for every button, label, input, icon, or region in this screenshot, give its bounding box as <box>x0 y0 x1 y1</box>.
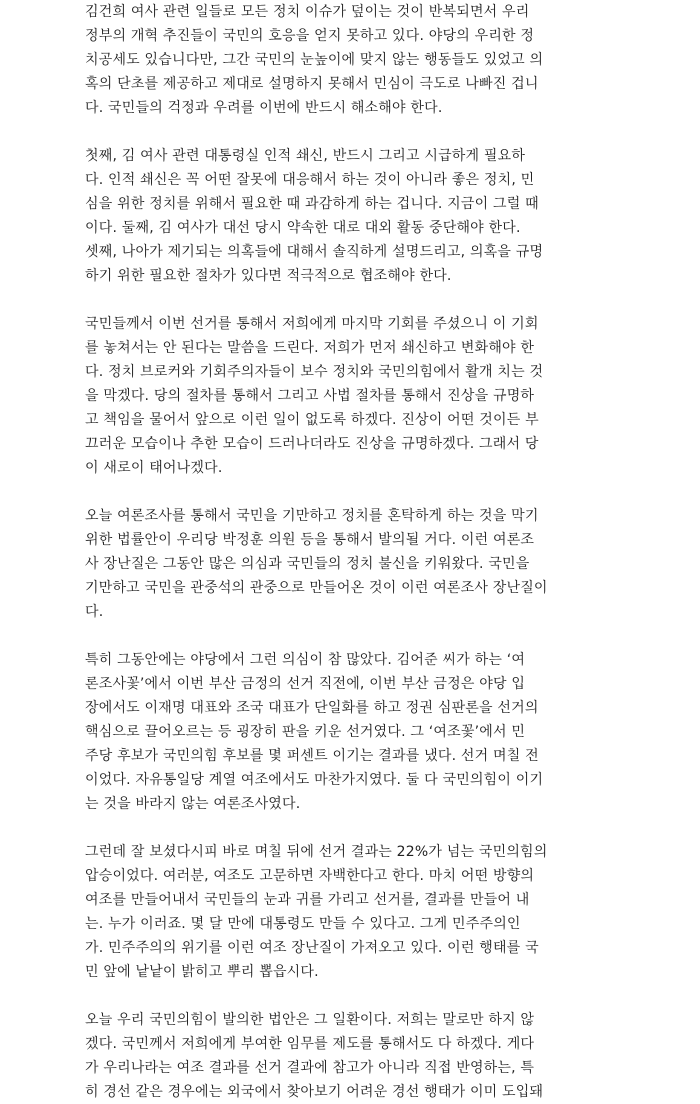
paragraph-gap <box>85 480 615 504</box>
text-line: 위한 법률안이 우리당 박정훈 의원 등을 통해서 발의될 거다. 이런 여론조 <box>85 532 535 548</box>
paragraph-gap <box>85 816 615 840</box>
text-line: 첫째, 김 여사 관련 대통령실 인적 쇄신, 반드시 그리고 시급하게 필요하 <box>85 148 526 164</box>
text-line: 특히 그동안에는 야당에서 그런 의심이 참 많았다. 김어준 씨가 하는 ‘여 <box>85 652 526 668</box>
text-line: 히 경선 같은 경우에는 외국에서 찾아보기 어려운 경선 행태가 이미 도입돼 <box>85 1084 544 1100</box>
paragraph <box>85 312 615 480</box>
text-line: 하기 위한 필요한 절차가 있다면 적극적으로 협조해야 한다. <box>85 268 452 284</box>
text-line: 오늘 여론조사를 통해서 국민을 기만하고 정치를 혼탁하게 하는 것을 막기 <box>85 508 539 524</box>
text-line: 그런데 잘 보셨다시피 바로 며칠 뒤에 선거 결과는 22%가 넘는 국민의힘의 <box>85 844 548 860</box>
text-line: 핵심으로 끌어오르는 등 굉장히 판을 키운 선거였다. 그 ‘여조꽃’에서 민 <box>85 724 526 740</box>
text-line: 민 앞에 낱낱이 밝히고 뿌리 뽑읍시다. <box>85 964 319 980</box>
paragraph-gap <box>85 120 615 144</box>
text-line: 다. <box>85 604 104 620</box>
text-line: 를 놓쳐서는 안 된다는 말씀을 드린다. 저희가 먼저 쇄신하고 변화해야 한 <box>85 340 535 356</box>
text-line: 론조사꽃’에서 이번 부산 금정의 선거 직전에, 이번 부산 금정은 야당 입 <box>85 676 526 692</box>
text-line: 오늘 우리 국민의힘이 발의한 법안은 그 일환이다. 저희는 말로만 하지 않 <box>85 1012 535 1028</box>
text-line: 장에서도 이재명 대표와 조국 대표가 단일화를 하고 정권 심판론을 선거의 <box>85 700 539 716</box>
paragraph <box>85 840 615 984</box>
paragraph <box>85 648 615 816</box>
text-line: 다. 정치 브로커와 기회주의자들이 보수 정치와 국민의힘에서 활개 치는 것 <box>85 364 544 380</box>
text-line: 는. 누가 이러죠. 몇 달 만에 대통령도 만들 수 있다고. 그게 민주주의인 <box>85 916 521 932</box>
paragraph-gap <box>85 288 615 312</box>
document-body <box>85 0 615 1104</box>
paragraph-gap <box>85 984 615 1008</box>
text-line: 심을 위한 정치를 위해서 필요한 때 과감하게 하는 겁니다. 지금이 그럴 때 <box>85 196 539 212</box>
text-line: 국민들께서 이번 선거를 통해서 저희에게 마지막 기회를 주셨으니 이 기회 <box>85 316 539 332</box>
text-line: 주당 후보가 국민의힘 후보를 몇 퍼센트 이기는 결과를 냈다. 선거 며칠 전 <box>85 748 539 764</box>
text-line: 김건희 여사 관련 일들로 모든 정치 이슈가 덮이는 것이 반복되면서 우리 <box>85 4 530 20</box>
paragraph <box>85 144 615 288</box>
text-line: 끄러운 모습이나 추한 모습이 드러나더라도 진상을 규명하겠다. 그래서 당 <box>85 436 539 452</box>
text-line: 셋째, 나아가 제기되는 의혹들에 대해서 솔직하게 설명드리고, 의혹을 규명 <box>85 244 544 260</box>
text-line: 여조를 만들어내서 국민들의 눈과 귀를 가리고 선거를, 결과를 만들어 내 <box>85 892 530 908</box>
text-line: 압승이었다. 여러분, 여조도 고문하면 자백한다고 한다. 마치 어떤 방향의 <box>85 868 535 884</box>
text-line: 정부의 개혁 추진들이 국민의 호응을 얻지 못하고 있다. 야당의 우리한 정 <box>85 28 535 44</box>
text-line: 혹의 단초를 제공하고 제대로 설명하지 못해서 민심이 극도로 나빠진 겁니 <box>85 76 539 92</box>
text-line: 이다. 둘째, 김 여사가 대선 당시 약속한 대로 대외 활동 중단해야 한다. <box>85 220 521 236</box>
paragraph <box>85 504 615 624</box>
text-line: 가. 민주주의의 위기를 이런 여조 장난질이 가져오고 있다. 이런 행태를 국 <box>85 940 539 956</box>
text-line: 사 장난질은 그동안 많은 의심과 국민들의 정치 불신을 키워왔다. 국민을 <box>85 556 530 572</box>
text-line: 이 새로이 태어나겠다. <box>85 460 223 476</box>
paragraph <box>85 0 615 120</box>
text-line: 을 막겠다. 당의 절차를 통해서 그리고 사법 절차를 통해서 진상을 규명하 <box>85 388 535 404</box>
paragraph <box>85 1008 615 1104</box>
text-line: 다. 인적 쇄신은 꼭 어떤 잘못에 대응해서 하는 것이 아니라 좋은 정치, 민 <box>85 172 535 188</box>
text-line: 기만하고 국민을 관중석의 관중으로 만들어온 것이 이런 여론조사 장난질이 <box>85 580 548 596</box>
text-line: 치공세도 있습니다만, 그간 국민의 눈높이에 맞지 않는 행동들도 있었고 의 <box>85 52 544 68</box>
text-line: 겠다. 국민께서 저희에게 부여한 임무를 제도를 통해서도 다 하겠다. 게다 <box>85 1036 535 1052</box>
paragraph-gap <box>85 624 615 648</box>
text-line: 는 것을 바라지 않는 여론조사였다. <box>85 796 301 812</box>
text-line: 이었다. 자유통일당 계열 여조에서도 마찬가지였다. 둘 다 국민의힘이 이기 <box>85 772 544 788</box>
text-line: 다. 국민들의 걱정과 우려를 이번에 반드시 해소해야 한다. <box>85 100 443 116</box>
text-line: 고 책임을 물어서 앞으로 이런 일이 없도록 하겠다. 진상이 어떤 것이든 부 <box>85 412 539 428</box>
text-line: 가 우리나라는 여조 결과를 선거 결과에 참고가 아니라 직접 반영하는, 특 <box>85 1060 535 1076</box>
